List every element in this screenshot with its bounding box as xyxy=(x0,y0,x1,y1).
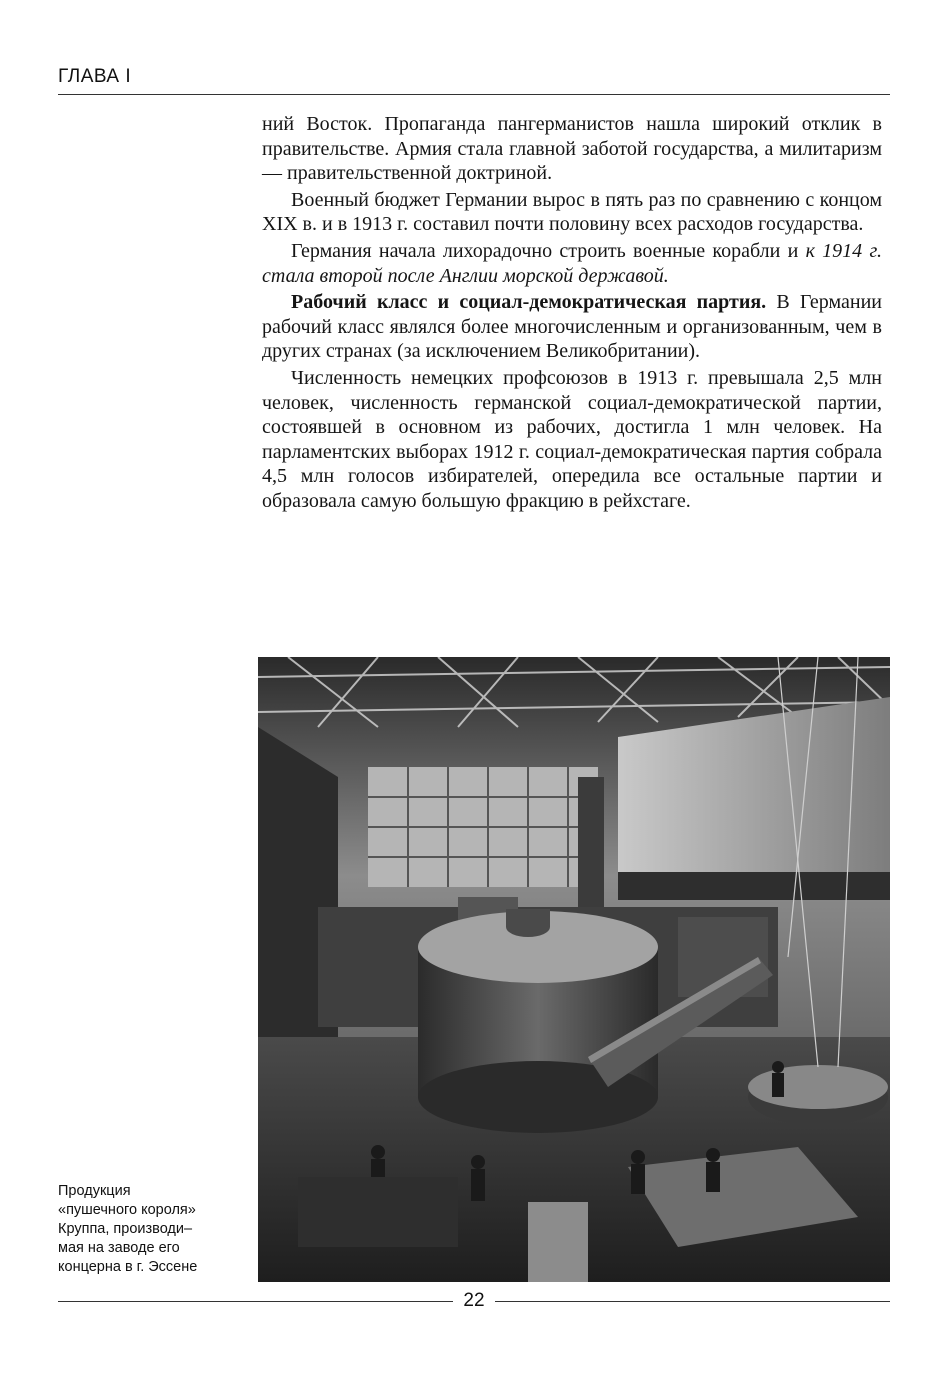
section-heading-workers: Рабочий класс и социал-демократическая партия. xyxy=(291,291,767,314)
caption-line: Круппа, производи– xyxy=(58,1221,193,1237)
page-number: 22 xyxy=(463,1290,485,1311)
paragraph-3 xyxy=(262,239,882,288)
paragraph-3-italic: к 1914 г. стала второй после Англии морской державой. xyxy=(262,239,882,287)
caption-line: мая на заводе его xyxy=(58,1240,180,1256)
paragraph-4 xyxy=(262,290,882,364)
footer-rule-right xyxy=(495,1301,890,1302)
paragraph-2: Военный бюджет Германии вырос в пять раз по сравнению с концом XIX в. и в 1913 г. составил почти половину всех расходов государства. xyxy=(262,188,882,236)
caption-line: Продукция xyxy=(58,1183,131,1199)
chapter-heading: ГЛАВА I xyxy=(58,66,132,87)
footer-rule-left xyxy=(58,1301,453,1302)
main-text-column xyxy=(262,112,882,516)
photo-caption xyxy=(58,1182,248,1277)
paragraph-5: Численность немецких профсоюзов в 1913 г. превышала 2,5 млн человек, численность германской социал-демократической партии, состоявшей в основном из рабочих, достигла 1 млн человек. На парламентских выборах 1912 г. социал-демократическая партия собрала 4,5 млн голосов избирателей, опередила все остальные партии и образовала самую большую фракцию в рейхстаге. xyxy=(262,366,882,512)
factory-photo-illustration xyxy=(258,657,890,1282)
paragraph-1: ний Восток. Пропаганда пангерманистов нашла широкий отклик в правительстве. Армия стала главной заботой государства, а милитаризм — правительственной доктриной. xyxy=(262,113,882,185)
paragraph-4-text: В Германии рабочий класс являлся более многочисленным и организованным, чем в других странах (за исключением Великобритании). xyxy=(262,291,882,363)
caption-line: «пушечного короля» xyxy=(58,1202,196,1218)
paragraph-3-text: Германия начала лихорадочно строить военные корабли и xyxy=(291,239,806,262)
caption-line: концерна в г. Эссене xyxy=(58,1259,198,1275)
header-rule xyxy=(58,94,890,95)
factory-photo xyxy=(258,657,890,1282)
